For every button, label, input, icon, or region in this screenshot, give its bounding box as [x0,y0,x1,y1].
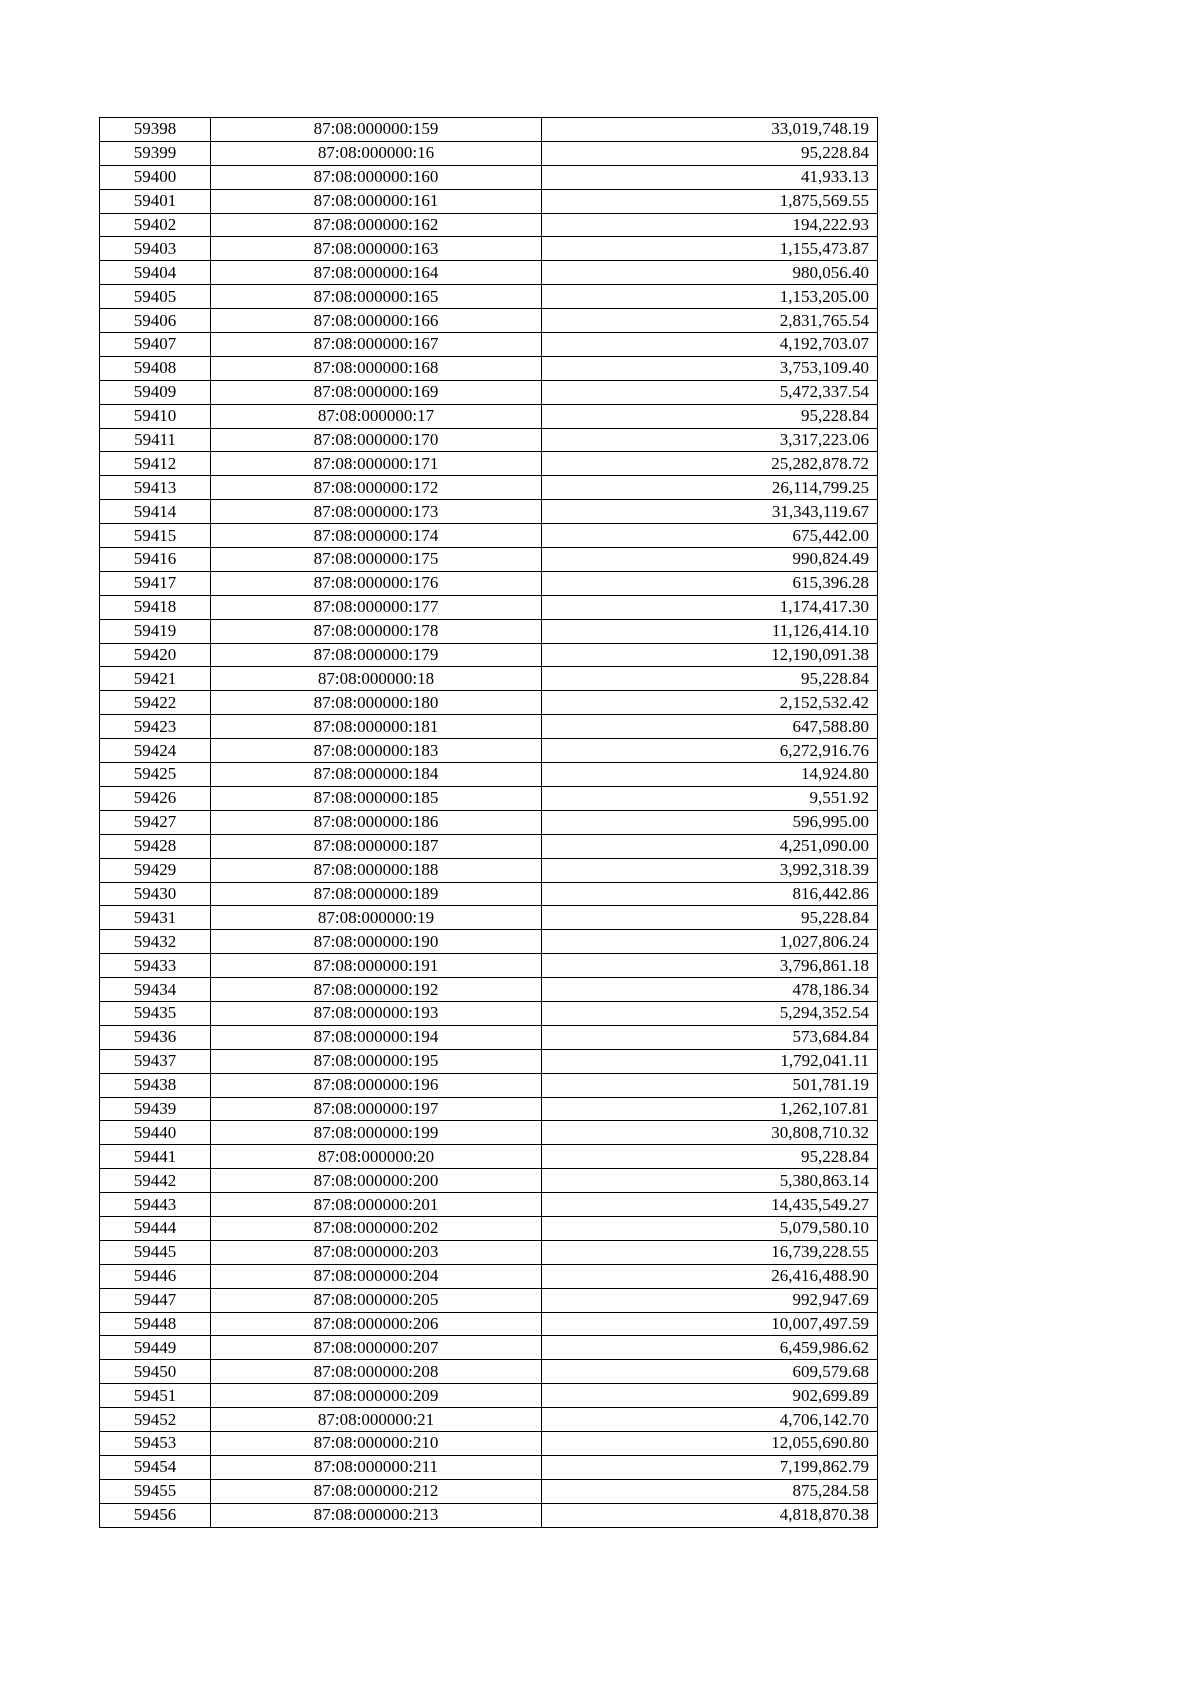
table-row [100,978,878,1002]
row-number-cell: 59448 [100,1312,211,1336]
amount-cell: 675,442.00 [542,524,878,548]
amount-cell: 10,007,497.59 [542,1312,878,1336]
table-row [100,882,878,906]
parcel-code-cell: 87:08:000000:188 [211,858,542,882]
table-row [100,1193,878,1217]
table-row [100,141,878,165]
amount-cell: 12,055,690.80 [542,1431,878,1455]
parcel-code-cell: 87:08:000000:209 [211,1384,542,1408]
parcel-code-cell: 87:08:000000:191 [211,954,542,978]
parcel-code-cell: 87:08:000000:179 [211,643,542,667]
row-number-cell: 59434 [100,978,211,1002]
table-row [100,1336,878,1360]
amount-cell: 30,808,710.32 [542,1121,878,1145]
row-number-cell: 59430 [100,882,211,906]
row-number-cell: 59399 [100,141,211,165]
amount-cell: 95,228.84 [542,404,878,428]
row-number-cell: 59417 [100,571,211,595]
row-number-cell: 59402 [100,213,211,237]
parcel-code-cell: 87:08:000000:169 [211,380,542,404]
row-number-cell: 59400 [100,165,211,189]
parcel-code-cell: 87:08:000000:205 [211,1288,542,1312]
parcel-code-cell: 87:08:000000:187 [211,834,542,858]
parcel-code-cell: 87:08:000000:160 [211,165,542,189]
table-row [100,1097,878,1121]
parcel-code-cell: 87:08:000000:168 [211,356,542,380]
row-number-cell: 59421 [100,667,211,691]
parcel-code-cell: 87:08:000000:171 [211,452,542,476]
parcel-code-cell: 87:08:000000:186 [211,810,542,834]
parcel-code-cell: 87:08:000000:212 [211,1479,542,1503]
amount-cell: 5,079,580.10 [542,1216,878,1240]
amount-cell: 16,739,228.55 [542,1240,878,1264]
parcel-code-cell: 87:08:000000:165 [211,285,542,309]
table-body [100,118,878,1528]
amount-cell: 1,875,569.55 [542,189,878,213]
table-row [100,619,878,643]
row-number-cell: 59433 [100,954,211,978]
row-number-cell: 59453 [100,1431,211,1455]
amount-cell: 596,995.00 [542,810,878,834]
parcel-code-cell: 87:08:000000:17 [211,404,542,428]
table-row [100,1360,878,1384]
row-number-cell: 59443 [100,1193,211,1217]
parcel-code-cell: 87:08:000000:213 [211,1503,542,1527]
parcel-code-cell: 87:08:000000:208 [211,1360,542,1384]
amount-cell: 573,684.84 [542,1025,878,1049]
row-number-cell: 59455 [100,1479,211,1503]
table-row [100,763,878,787]
row-number-cell: 59420 [100,643,211,667]
parcel-code-cell: 87:08:000000:211 [211,1455,542,1479]
amount-cell: 3,992,318.39 [542,858,878,882]
parcel-code-cell: 87:08:000000:159 [211,118,542,142]
parcel-code-cell: 87:08:000000:178 [211,619,542,643]
row-number-cell: 59419 [100,619,211,643]
table-row [100,715,878,739]
amount-cell: 3,753,109.40 [542,356,878,380]
row-number-cell: 59445 [100,1240,211,1264]
table-row [100,1312,878,1336]
row-number-cell: 59432 [100,930,211,954]
row-number-cell: 59435 [100,1001,211,1025]
table-row [100,380,878,404]
amount-cell: 95,228.84 [542,667,878,691]
table-row [100,189,878,213]
parcel-code-cell: 87:08:000000:189 [211,882,542,906]
amount-cell: 14,435,549.27 [542,1193,878,1217]
table-row [100,356,878,380]
row-number-cell: 59439 [100,1097,211,1121]
table-row [100,1288,878,1312]
table-row [100,1479,878,1503]
parcel-code-cell: 87:08:000000:196 [211,1073,542,1097]
parcel-code-cell: 87:08:000000:190 [211,930,542,954]
parcel-code-cell: 87:08:000000:197 [211,1097,542,1121]
parcel-code-cell: 87:08:000000:192 [211,978,542,1002]
amount-cell: 2,152,532.42 [542,691,878,715]
row-number-cell: 59431 [100,906,211,930]
table-row [100,691,878,715]
table-row [100,1001,878,1025]
table-row [100,285,878,309]
table-row [100,500,878,524]
amount-cell: 95,228.84 [542,906,878,930]
amount-cell: 7,199,862.79 [542,1455,878,1479]
parcel-code-cell: 87:08:000000:206 [211,1312,542,1336]
amount-cell: 609,579.68 [542,1360,878,1384]
parcel-code-cell: 87:08:000000:21 [211,1408,542,1432]
parcel-code-cell: 87:08:000000:203 [211,1240,542,1264]
table-row [100,810,878,834]
parcel-code-cell: 87:08:000000:166 [211,309,542,333]
row-number-cell: 59407 [100,333,211,357]
table-row [100,524,878,548]
amount-cell: 3,796,861.18 [542,954,878,978]
row-number-cell: 59440 [100,1121,211,1145]
parcel-code-cell: 87:08:000000:207 [211,1336,542,1360]
parcel-code-cell: 87:08:000000:172 [211,476,542,500]
row-number-cell: 59428 [100,834,211,858]
row-number-cell: 59408 [100,356,211,380]
table-row [100,1240,878,1264]
row-number-cell: 59446 [100,1264,211,1288]
parcel-code-cell: 87:08:000000:16 [211,141,542,165]
table-row [100,1264,878,1288]
amount-cell: 1,792,041.11 [542,1049,878,1073]
row-number-cell: 59441 [100,1145,211,1169]
amount-cell: 990,824.49 [542,548,878,572]
row-number-cell: 59404 [100,261,211,285]
amount-cell: 478,186.34 [542,978,878,1002]
table-row [100,1025,878,1049]
row-number-cell: 59423 [100,715,211,739]
parcel-code-cell: 87:08:000000:18 [211,667,542,691]
table-row [100,1049,878,1073]
table-row [100,930,878,954]
amount-cell: 31,343,119.67 [542,500,878,524]
parcel-code-cell: 87:08:000000:210 [211,1431,542,1455]
row-number-cell: 59429 [100,858,211,882]
table-row [100,1455,878,1479]
table-row [100,786,878,810]
parcel-code-cell: 87:08:000000:174 [211,524,542,548]
row-number-cell: 59415 [100,524,211,548]
amount-cell: 816,442.86 [542,882,878,906]
row-number-cell: 59444 [100,1216,211,1240]
table-row [100,1169,878,1193]
parcel-code-cell: 87:08:000000:19 [211,906,542,930]
amount-cell: 3,317,223.06 [542,428,878,452]
amount-cell: 41,933.13 [542,165,878,189]
parcel-code-cell: 87:08:000000:161 [211,189,542,213]
parcel-code-cell: 87:08:000000:199 [211,1121,542,1145]
row-number-cell: 59412 [100,452,211,476]
parcel-code-cell: 87:08:000000:175 [211,548,542,572]
parcel-code-cell: 87:08:000000:167 [211,333,542,357]
table-row [100,428,878,452]
amount-cell: 33,019,748.19 [542,118,878,142]
table-row [100,333,878,357]
row-number-cell: 59451 [100,1384,211,1408]
amount-cell: 902,699.89 [542,1384,878,1408]
row-number-cell: 59436 [100,1025,211,1049]
amount-cell: 501,781.19 [542,1073,878,1097]
parcel-code-cell: 87:08:000000:183 [211,739,542,763]
row-number-cell: 59416 [100,548,211,572]
table-row [100,643,878,667]
amount-cell: 9,551.92 [542,786,878,810]
parcel-code-cell: 87:08:000000:177 [211,595,542,619]
table-row [100,1216,878,1240]
parcel-code-cell: 87:08:000000:164 [211,261,542,285]
parcel-code-cell: 87:08:000000:185 [211,786,542,810]
parcel-code-cell: 87:08:000000:181 [211,715,542,739]
table-row [100,1121,878,1145]
parcel-code-cell: 87:08:000000:162 [211,213,542,237]
table-row [100,906,878,930]
amount-cell: 1,153,205.00 [542,285,878,309]
row-number-cell: 59422 [100,691,211,715]
table-row [100,954,878,978]
table-row [100,261,878,285]
row-number-cell: 59454 [100,1455,211,1479]
amount-cell: 4,706,142.70 [542,1408,878,1432]
row-number-cell: 59403 [100,237,211,261]
amount-cell: 5,380,863.14 [542,1169,878,1193]
row-number-cell: 59438 [100,1073,211,1097]
row-number-cell: 59413 [100,476,211,500]
table-row [100,548,878,572]
parcel-code-cell: 87:08:000000:20 [211,1145,542,1169]
data-table [99,117,878,1528]
amount-cell: 4,251,090.00 [542,834,878,858]
table-row [100,213,878,237]
row-number-cell: 59452 [100,1408,211,1432]
row-number-cell: 59405 [100,285,211,309]
row-number-cell: 59427 [100,810,211,834]
table-row [100,309,878,333]
amount-cell: 95,228.84 [542,1145,878,1169]
parcel-code-cell: 87:08:000000:202 [211,1216,542,1240]
amount-cell: 95,228.84 [542,141,878,165]
amount-cell: 647,588.80 [542,715,878,739]
row-number-cell: 59418 [100,595,211,619]
amount-cell: 25,282,878.72 [542,452,878,476]
amount-cell: 1,027,806.24 [542,930,878,954]
amount-cell: 26,114,799.25 [542,476,878,500]
row-number-cell: 59424 [100,739,211,763]
table-row [100,858,878,882]
amount-cell: 14,924.80 [542,763,878,787]
row-number-cell: 59456 [100,1503,211,1527]
parcel-code-cell: 87:08:000000:170 [211,428,542,452]
row-number-cell: 59426 [100,786,211,810]
row-number-cell: 59437 [100,1049,211,1073]
table-row [100,165,878,189]
row-number-cell: 59447 [100,1288,211,1312]
table-row [100,667,878,691]
table-row [100,1384,878,1408]
parcel-code-cell: 87:08:000000:193 [211,1001,542,1025]
row-number-cell: 59410 [100,404,211,428]
amount-cell: 5,294,352.54 [542,1001,878,1025]
table-row [100,237,878,261]
parcel-code-cell: 87:08:000000:204 [211,1264,542,1288]
amount-cell: 6,272,916.76 [542,739,878,763]
parcel-code-cell: 87:08:000000:184 [211,763,542,787]
amount-cell: 4,818,870.38 [542,1503,878,1527]
row-number-cell: 59449 [100,1336,211,1360]
amount-cell: 12,190,091.38 [542,643,878,667]
amount-cell: 980,056.40 [542,261,878,285]
row-number-cell: 59406 [100,309,211,333]
row-number-cell: 59398 [100,118,211,142]
table-row [100,452,878,476]
parcel-code-cell: 87:08:000000:194 [211,1025,542,1049]
amount-cell: 11,126,414.10 [542,619,878,643]
row-number-cell: 59401 [100,189,211,213]
parcel-code-cell: 87:08:000000:176 [211,571,542,595]
table-row [100,1431,878,1455]
amount-cell: 875,284.58 [542,1479,878,1503]
table-row [100,1503,878,1527]
amount-cell: 1,174,417.30 [542,595,878,619]
parcel-code-cell: 87:08:000000:200 [211,1169,542,1193]
parcel-code-cell: 87:08:000000:180 [211,691,542,715]
amount-cell: 5,472,337.54 [542,380,878,404]
table-row [100,834,878,858]
parcel-code-cell: 87:08:000000:201 [211,1193,542,1217]
amount-cell: 2,831,765.54 [542,309,878,333]
table-row [100,595,878,619]
table-row [100,1145,878,1169]
table-row [100,404,878,428]
table-row [100,1073,878,1097]
row-number-cell: 59450 [100,1360,211,1384]
parcel-code-cell: 87:08:000000:173 [211,500,542,524]
table-row [100,1408,878,1432]
table-row [100,476,878,500]
row-number-cell: 59442 [100,1169,211,1193]
row-number-cell: 59414 [100,500,211,524]
amount-cell: 4,192,703.07 [542,333,878,357]
parcel-code-cell: 87:08:000000:163 [211,237,542,261]
row-number-cell: 59409 [100,380,211,404]
amount-cell: 992,947.69 [542,1288,878,1312]
amount-cell: 26,416,488.90 [542,1264,878,1288]
table-row [100,739,878,763]
parcel-code-cell: 87:08:000000:195 [211,1049,542,1073]
amount-cell: 6,459,986.62 [542,1336,878,1360]
row-number-cell: 59425 [100,763,211,787]
row-number-cell: 59411 [100,428,211,452]
amount-cell: 1,262,107.81 [542,1097,878,1121]
amount-cell: 1,155,473.87 [542,237,878,261]
amount-cell: 194,222.93 [542,213,878,237]
amount-cell: 615,396.28 [542,571,878,595]
table-row [100,118,878,142]
table-row [100,571,878,595]
